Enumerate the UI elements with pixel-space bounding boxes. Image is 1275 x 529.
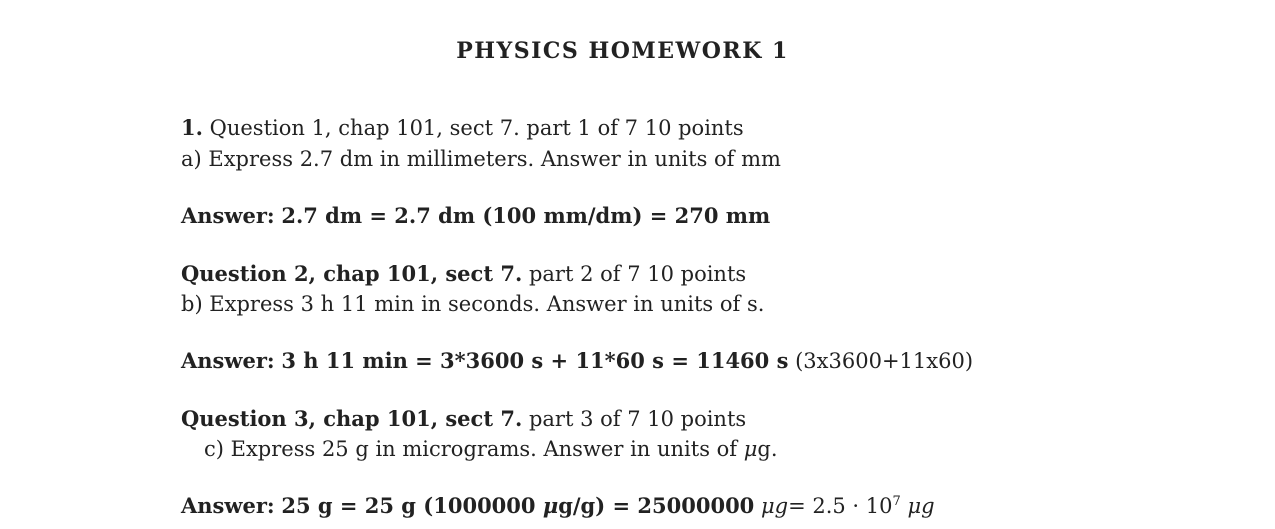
question-3-answer-sci: = 2.5 · 10 [788,494,893,518]
question-2-answer-text: 3 h 11 min = 3*3600 s + 11*60 s = 11460 s [281,348,789,373]
answer-label: Answer: [181,348,275,373]
question-1-answer [181,202,770,230]
page-title: PHYSICS HOMEWORK 1 [456,38,789,64]
question-1-prompt: a) Express 2.7 dm in millimeters. Answer in units of mm [181,147,781,171]
question-3-answer-text-b: g/g) = 25000000 [558,493,755,518]
question-1-answer-text: 2.7 dm = 2.7 dm (100 mm/dm) = 270 mm [281,203,771,228]
question-2-answer-note: (3x3600+11x60) [795,349,974,373]
answer-label: Answer: [181,493,275,518]
question-2-header-bold: Question 2, chap 101, sect 7. [181,261,523,286]
question-2-prompt: b) Express 3 h 11 min in seconds. Answer in units of s. [181,292,765,316]
question-1-header-text: Question 1, chap 101, sect 7. part 1 of 7 10 points [209,116,744,140]
question-3-prompt [204,435,778,463]
question-2-header-rest: part 2 of 7 10 points [528,262,747,286]
question-3-answer-unit: μg [760,494,789,518]
question-3-header-bold: Question 3, chap 101, sect 7. [181,406,523,431]
question-3-answer-text-a: 25 g = 25 g (1000000 [281,493,543,518]
question-3-answer-mu: μ [542,493,559,518]
question-3-prompt-unit: μ [743,437,758,461]
question-3-prompt-end: g. [757,437,778,461]
question-2-header [181,260,746,288]
question-3-header [181,405,746,433]
question-3-answer-exponent: 7 [892,494,901,509]
question-1-header [181,114,744,142]
question-3-answer-unit-final: μg [907,494,935,518]
question-2-answer [181,347,973,375]
question-3-answer [181,492,935,520]
question-3-header-rest: part 3 of 7 10 points [528,407,747,431]
answer-label: Answer: [181,203,275,228]
question-3-prompt-text: c) Express 25 g in micrograms. Answer in units of [204,437,744,461]
question-1-number: 1. [181,115,203,140]
